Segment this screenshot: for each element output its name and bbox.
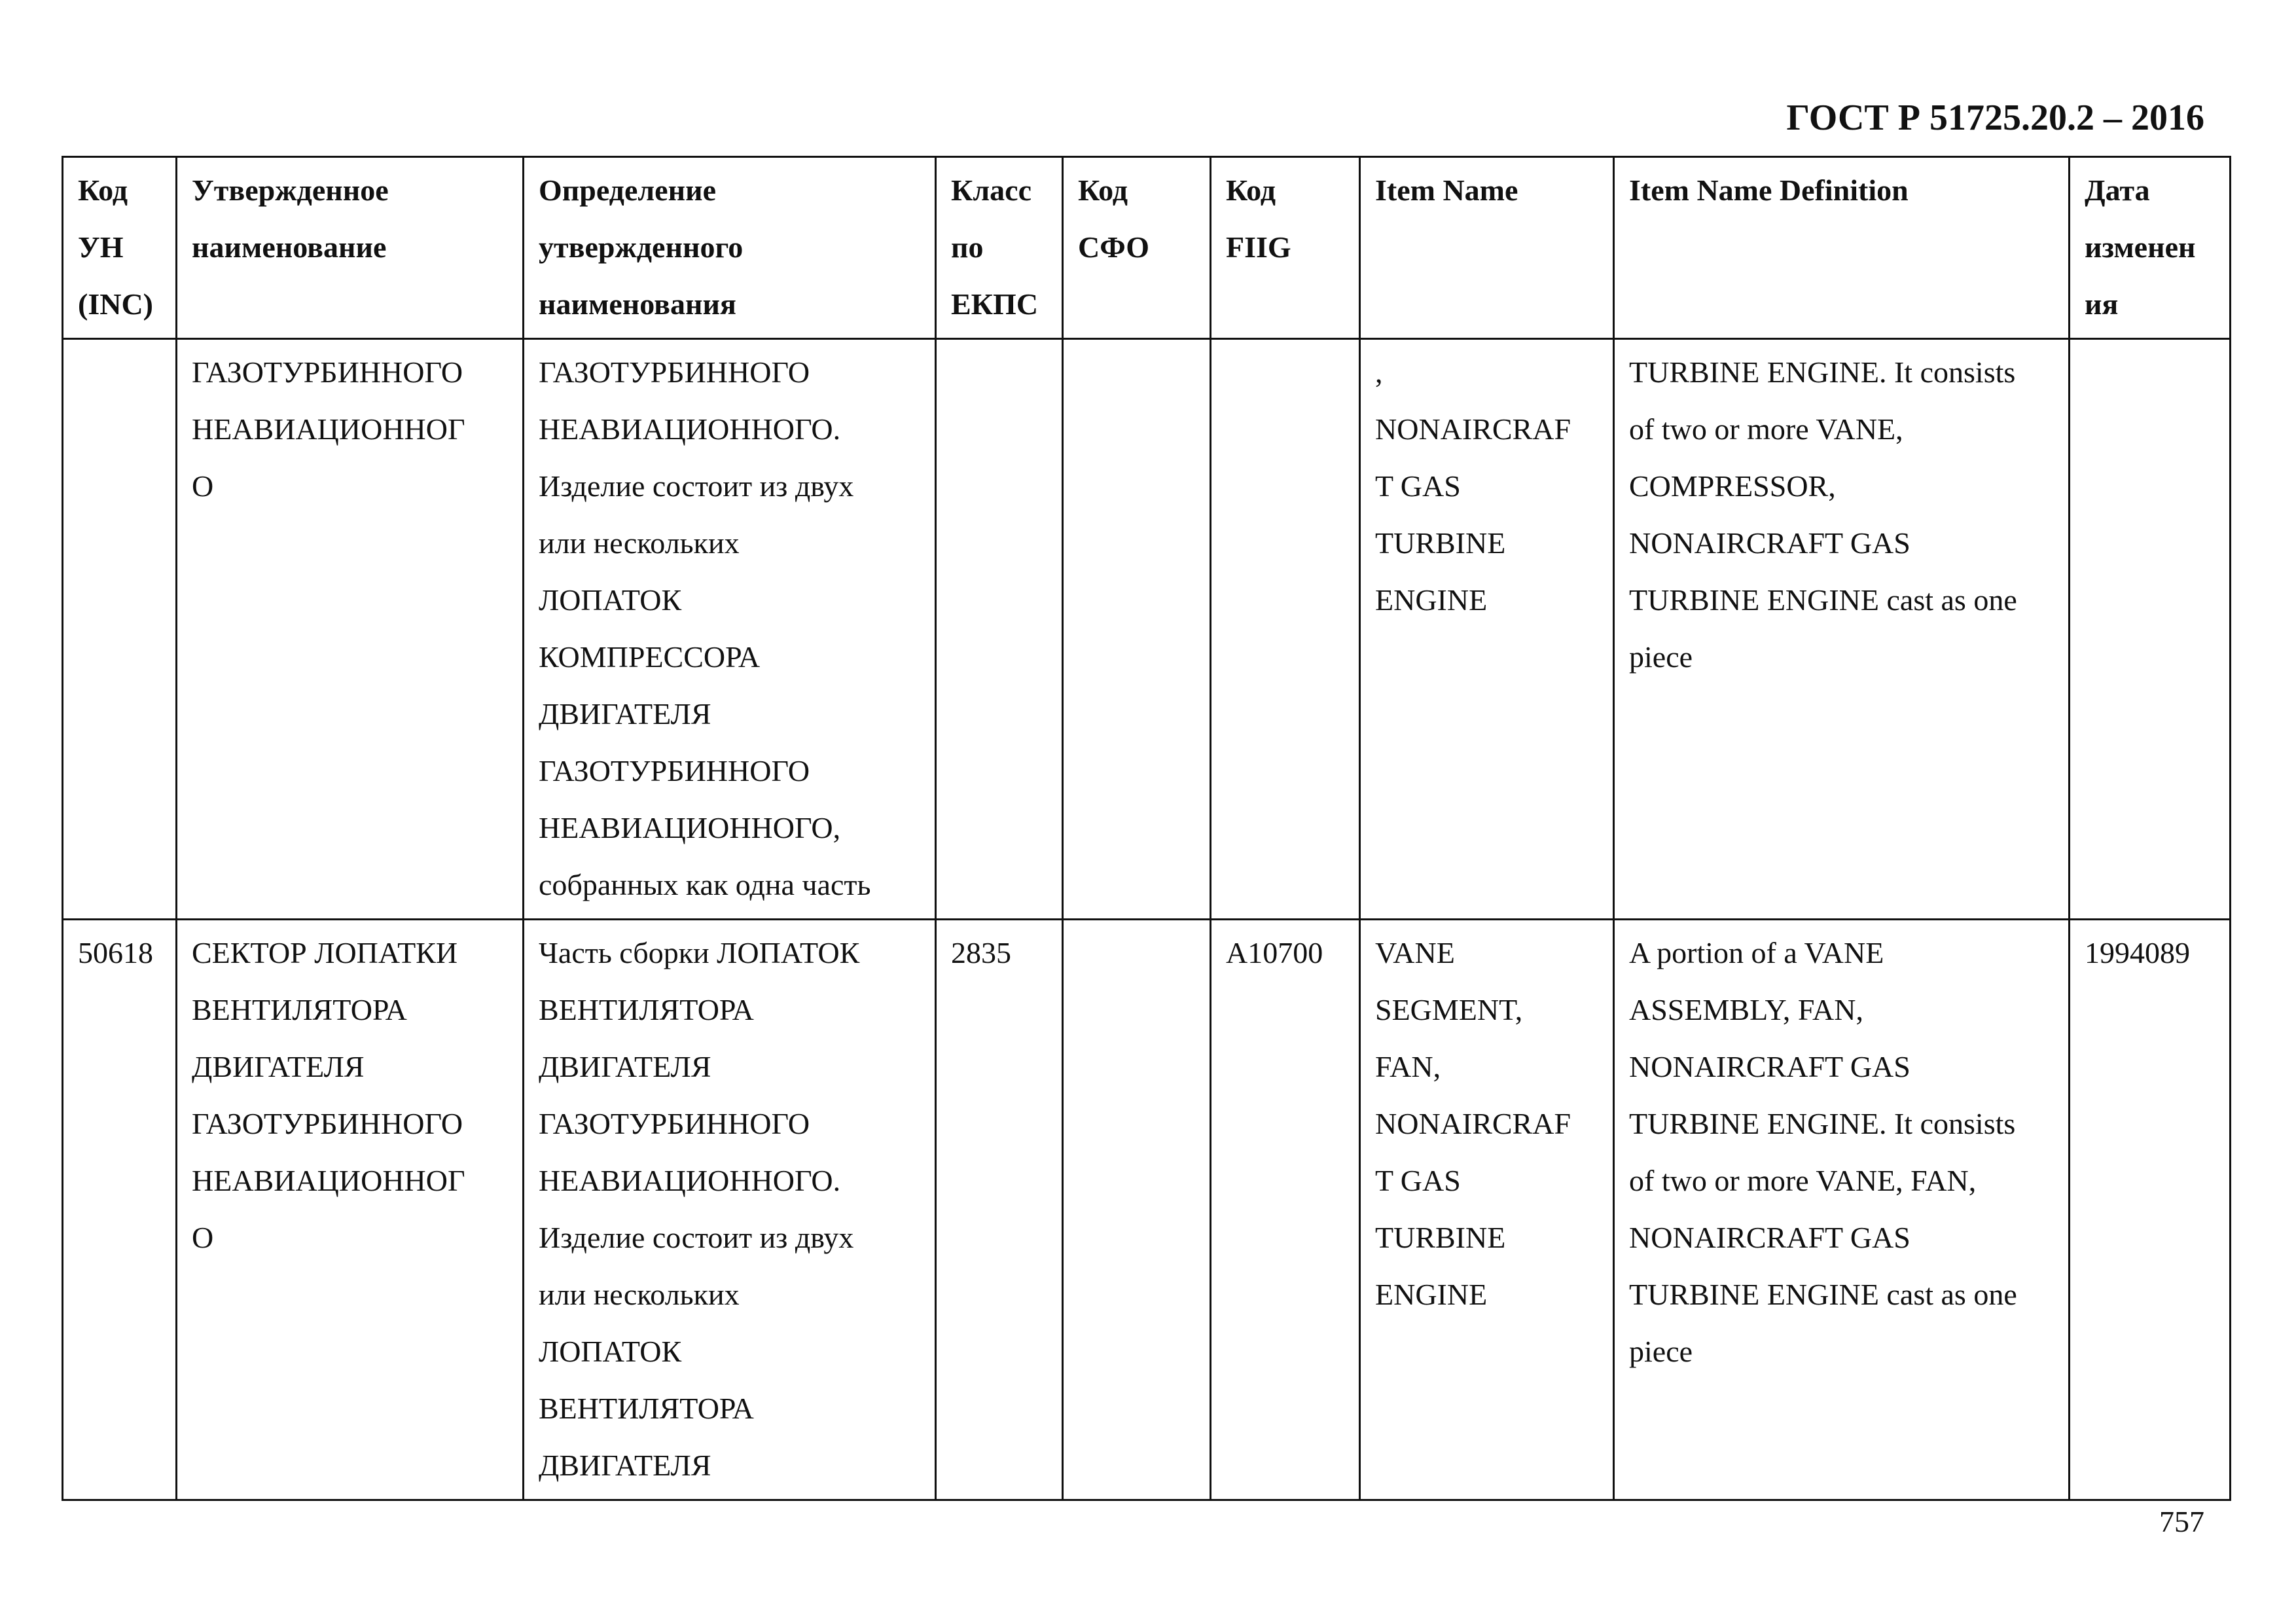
cell-line: piece: [1629, 1335, 1693, 1368]
cell-line: T GAS: [1375, 469, 1461, 503]
header-line: Дата: [2085, 173, 2150, 207]
cell-line: ДВИГАТЕЛЯ: [539, 697, 711, 731]
cell-item-name-definition: [1614, 920, 2070, 1500]
header-line: Определение: [539, 173, 717, 207]
header-line: УН: [78, 230, 124, 264]
cell-inc-code: [63, 920, 177, 1500]
page-number: 757: [2159, 1505, 2204, 1538]
cell-line: Часть сборки ЛОПАТОК: [539, 936, 860, 969]
cell-line: A portion of a VANE: [1629, 936, 1884, 969]
cell-line: Изделие состоит из двух: [539, 1221, 854, 1254]
cell-line: ENGINE: [1375, 1278, 1488, 1311]
cell-sfo-code: [1063, 920, 1211, 1500]
table-row: [63, 339, 2231, 920]
cell-line: 1994089: [2085, 936, 2190, 969]
cell-line: T GAS: [1375, 1164, 1461, 1197]
header-line: утвержденного: [539, 230, 744, 264]
header-line: Код: [78, 173, 128, 207]
cell-change-date: [2070, 920, 2231, 1500]
cell-line: НЕАВИАЦИОННОГ: [192, 412, 465, 446]
cell-line: TURBINE ENGINE. It consists: [1629, 1107, 2016, 1140]
cell-line: TURBINE: [1375, 526, 1506, 560]
cell-class: [936, 339, 1063, 920]
cell-line: SEGMENT,: [1375, 993, 1523, 1026]
header-line: Класс: [951, 173, 1031, 207]
cell-line: О: [192, 1221, 214, 1254]
header-line: наименования: [539, 287, 736, 321]
cell-line: НЕАВИАЦИОННОГО,: [539, 811, 841, 844]
cell-line: NONAIRCRAFT GAS: [1629, 526, 1910, 560]
cell-line: или нескольких: [539, 526, 740, 560]
cell-line: ВЕНТИЛЯТОРА: [539, 1392, 754, 1425]
cell-line: ГАЗОТУРБИННОГО: [539, 355, 810, 389]
cell-line: ДВИГАТЕЛЯ: [192, 1050, 365, 1083]
cell-inc-code: [63, 339, 177, 920]
cell-line: 50618: [78, 936, 153, 969]
header-line: ия: [2085, 287, 2119, 321]
header-line: Item Name Definition: [1629, 173, 1909, 207]
header-line: (INC): [78, 287, 153, 321]
cell-line: 2835: [951, 936, 1011, 969]
cell-approved-name: [177, 339, 524, 920]
cell-line: NONAIRCRAFT GAS: [1629, 1221, 1910, 1254]
cell-line: COMPRESSOR,: [1629, 469, 1836, 503]
header-line: СФО: [1078, 230, 1150, 264]
header-line: Код: [1226, 173, 1276, 207]
cell-line: NONAIRCRAF: [1375, 1107, 1571, 1140]
header-inc-code: [63, 157, 177, 339]
cell-line: ЛОПАТОК: [539, 1335, 682, 1368]
cell-line: VANE: [1375, 936, 1455, 969]
cell-line: НЕАВИАЦИОННОГО.: [539, 1164, 841, 1197]
cell-line: собранных как одна часть: [539, 868, 871, 901]
cell-line: СЕКТОР ЛОПАТКИ: [192, 936, 458, 969]
cell-sfo-code: [1063, 339, 1211, 920]
cell-fiig-code: [1211, 339, 1360, 920]
cell-line: КОМПРЕССОРА: [539, 640, 761, 674]
header-line: ЕКПС: [951, 287, 1039, 321]
cell-line: ,: [1375, 355, 1383, 389]
cell-line: TURBINE: [1375, 1221, 1506, 1254]
header-sfo-code: [1063, 157, 1211, 339]
cell-line: Изделие состоит из двух: [539, 469, 854, 503]
header-line: наименование: [192, 230, 387, 264]
cell-approved-name: [177, 920, 524, 1500]
cell-line: NONAIRCRAF: [1375, 412, 1571, 446]
table-row: [63, 920, 2231, 1500]
cell-line: ГАЗОТУРБИННОГО: [539, 754, 810, 787]
cell-line: of two or more VANE, FAN,: [1629, 1164, 1977, 1197]
table-header-row: [63, 157, 2231, 339]
cell-line: ВЕНТИЛЯТОРА: [539, 993, 754, 1026]
cell-line: НЕАВИАЦИОННОГО.: [539, 412, 841, 446]
cell-line: ГАЗОТУРБИННОГО: [192, 355, 463, 389]
cell-line: ДВИГАТЕЛЯ: [539, 1449, 711, 1482]
header-approved-name: [177, 157, 524, 339]
cell-definition: [524, 339, 936, 920]
cell-line: A10700: [1226, 936, 1323, 969]
cell-line: ГАЗОТУРБИННОГО: [192, 1107, 463, 1140]
cell-line: ENGINE: [1375, 583, 1488, 617]
cell-line: ЛОПАТОК: [539, 583, 682, 617]
cell-line: ASSEMBLY, FAN,: [1629, 993, 1863, 1026]
header-line: Item Name: [1375, 173, 1518, 207]
header-line: по: [951, 230, 984, 264]
item-names-table: [62, 156, 2231, 1501]
header-line: Код: [1078, 173, 1128, 207]
header-line: изменен: [2085, 230, 2196, 264]
cell-line: TURBINE ENGINE cast as one: [1629, 583, 2017, 617]
cell-line: piece: [1629, 640, 1693, 674]
cell-item-name-definition: [1614, 339, 2070, 920]
cell-line: ДВИГАТЕЛЯ: [539, 1050, 711, 1083]
cell-line: TURBINE ENGINE. It consists: [1629, 355, 2016, 389]
cell-change-date: [2070, 339, 2231, 920]
cell-definition: [524, 920, 936, 1500]
header-fiig-code: [1211, 157, 1360, 339]
cell-line: FAN,: [1375, 1050, 1441, 1083]
cell-line: или нескольких: [539, 1278, 740, 1311]
cell-line: of two or more VANE,: [1629, 412, 1903, 446]
cell-item-name: [1360, 339, 1614, 920]
cell-line: О: [192, 469, 214, 503]
header-definition: [524, 157, 936, 339]
cell-line: НЕАВИАЦИОННОГ: [192, 1164, 465, 1197]
cell-line: ГАЗОТУРБИННОГО: [539, 1107, 810, 1140]
header-item-name-definition: [1614, 157, 2070, 339]
header-item-name: [1360, 157, 1614, 339]
document-title: ГОСТ Р 51725.20.2 – 2016: [1786, 98, 2204, 138]
header-change-date: [2070, 157, 2231, 339]
header-class: [936, 157, 1063, 339]
header-line: FIIG: [1226, 230, 1291, 264]
cell-class: [936, 920, 1063, 1500]
cell-item-name: [1360, 920, 1614, 1500]
cell-line: NONAIRCRAFT GAS: [1629, 1050, 1910, 1083]
cell-line: TURBINE ENGINE cast as one: [1629, 1278, 2017, 1311]
header-line: Утвержденное: [192, 173, 389, 207]
cell-line: ВЕНТИЛЯТОРА: [192, 993, 407, 1026]
cell-fiig-code: [1211, 920, 1360, 1500]
